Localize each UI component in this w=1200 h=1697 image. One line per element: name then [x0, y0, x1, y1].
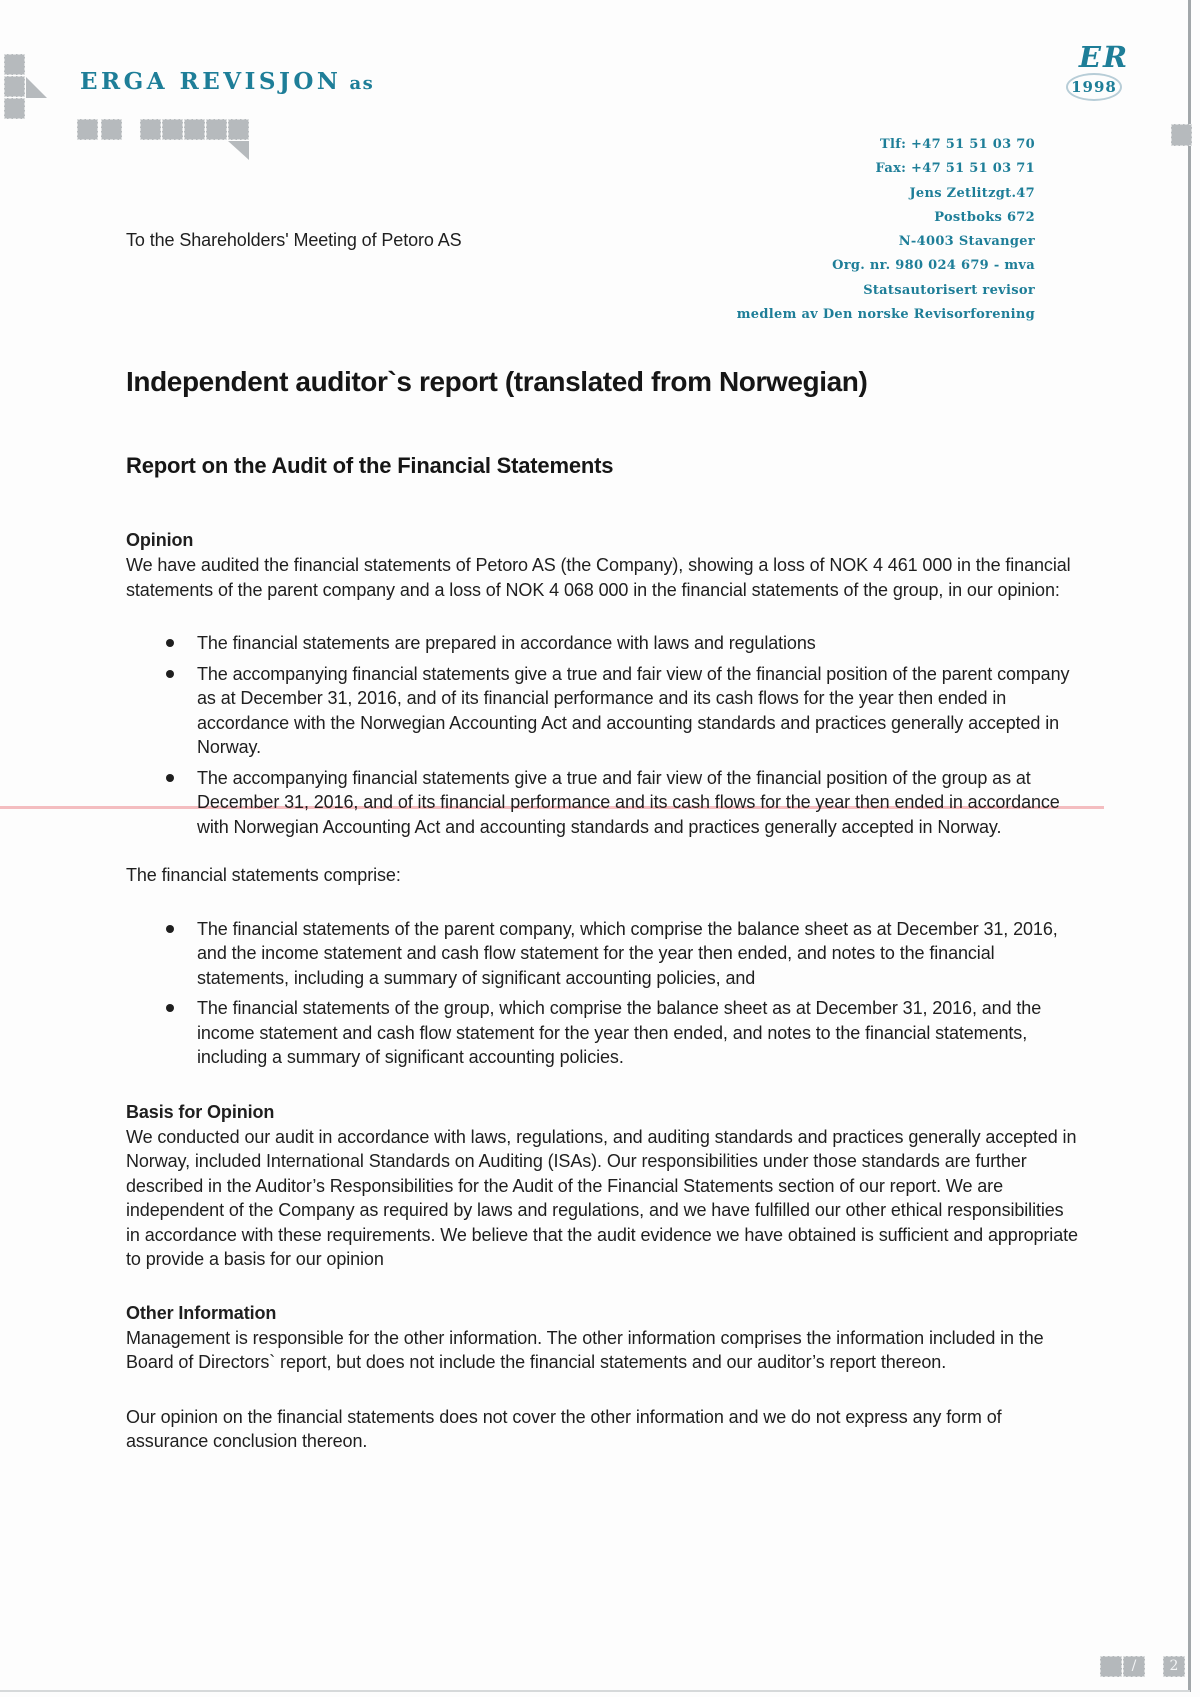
basis-for-opinion-heading: Basis for Opinion [126, 1101, 275, 1122]
scan-bottom-edge-line [0, 1690, 1190, 1692]
comprise-bullet-list [126, 917, 1078, 1070]
bullet-icon [166, 774, 174, 782]
section-heading: Report on the Audit of the Financial Statements [126, 453, 614, 478]
logo-square [228, 119, 249, 140]
list-item-text: The accompanying financial statements give a true and fair view of the financial position of the group as at December 31, 2016, and of its financial performance and its cash flows for the year then ended in accordance with Norwegian Accounting Act and accounting standards and practices generally accepted in Norway. [197, 767, 1060, 837]
logo-triangle-icon [228, 141, 249, 160]
other-information-paragraph-2: Our opinion on the financial statements does not cover the other information and we do not express any form of assurance conclusion thereon. [126, 1406, 1002, 1451]
contact-line: Jens Zetlitzgt.47 [909, 185, 1035, 201]
list-item [126, 766, 1078, 840]
bullet-icon [166, 670, 174, 678]
list-item-text: The financial statements of the group, which comprise the balance sheet as at December 31, 2016, and the income statement and cash flow statement for the year then ended, and notes to the financial statements, including a summary of significant accounting policies. [197, 998, 1042, 1067]
logo-square [4, 54, 25, 75]
opinion-bullet-list [126, 631, 1078, 839]
list-item [126, 917, 1078, 991]
er-stamp-initials: ER [1078, 40, 1130, 74]
list-item-text: The financial statements are prepared in accordance with laws and regulations [197, 633, 816, 653]
logo-square [184, 119, 205, 140]
logo-square [4, 76, 25, 97]
list-item-text: The financial statements of the parent company, which comprise the balance sheet as at December 31, 2016, and the income statement and cash flow statement for the year then ended, and notes to the financial statements, including a summary of significant accounting policies, and [197, 918, 1058, 988]
scan-edge-square [1171, 124, 1192, 146]
other-information-heading: Other Information [126, 1302, 277, 1323]
contact-line: medlem av Den norske Revisorforening [736, 307, 1035, 323]
comprise-intro-paragraph: The financial statements comprise: [126, 865, 401, 885]
recipient-line: To the Shareholders' Meeting of Petoro AS [126, 230, 462, 250]
footer-slash-square: / [1123, 1656, 1145, 1677]
logo-square [140, 119, 161, 140]
contact-line: N-4003 Stavanger [898, 234, 1035, 250]
opinion-intro-paragraph: We have audited the financial statements of Petoro AS (the Company), showing a loss of NOK 4 461 000 in the financial statements of the parent company and a loss of NOK 4 068 000 in the financial statements of the group, in our opinion: [126, 555, 1071, 600]
bullet-icon [166, 925, 174, 933]
report-title: Independent auditor`s report (translated from Norwegian) [126, 366, 868, 397]
list-item [126, 662, 1078, 760]
document-body [126, 228, 1078, 1454]
logo-square [101, 119, 122, 140]
list-item [126, 631, 1078, 656]
footer-square [1100, 1656, 1122, 1677]
logo-square [4, 98, 25, 119]
company-name [80, 68, 374, 95]
basis-for-opinion-paragraph: We conducted our audit in accordance with laws, regulations, and auditing standards and practices generally accepted in Norway, included International Standards on Auditing (ISAs). Our responsibilities under those standards are further described in the Auditor’s Responsibilities for the Audit of the Financial Statements section of our report. We are independent of the Company as required by laws and regulations, and we have fulfilled our other ethical responsibilities in accordance with these requirements. We believe that the audit evidence we have obtained is sufficient and appropriate to provide a basis for our opinion [126, 1126, 1078, 1269]
logo-square [206, 119, 227, 140]
page-number-square: 2 [1163, 1656, 1185, 1677]
contact-line: Postboks 672 [934, 209, 1035, 225]
other-information-paragraph: Management is responsible for the other information. The other information comprises the information included in the Board of Directors` report, but does not include the financial statements and our auditor’s report thereon. [126, 1327, 1044, 1372]
contact-line: Tlf: +47 51 51 03 70 [880, 137, 1035, 152]
list-item [126, 996, 1078, 1070]
bullet-icon [166, 639, 174, 647]
contact-line: Org. nr. 980 024 679 - mva [832, 258, 1035, 274]
logo-square [162, 119, 183, 140]
bullet-icon [166, 1004, 174, 1012]
er-stamp-year-oval: 1998 [1066, 73, 1122, 101]
logo-triangle-icon [26, 77, 47, 98]
contact-line: Fax: +47 51 51 03 71 [875, 161, 1035, 177]
list-item-text: The accompanying financial statements give a true and fair view of the financial position of the parent company as at December 31, 2016, and of its financial performance and its cash flows for the year then ended in accordance with the Norwegian Accounting Act and accounting standards and practices generally accepted in Norway. [197, 663, 1070, 757]
contact-line: Statsautorisert revisor [863, 282, 1035, 298]
opinion-heading: Opinion [126, 530, 194, 550]
company-name-caps: ERGA REVISJON [80, 68, 342, 95]
logo-square [77, 119, 98, 140]
scan-page-edge-line [1188, 0, 1191, 1692]
company-name-suffix: as [349, 73, 375, 94]
